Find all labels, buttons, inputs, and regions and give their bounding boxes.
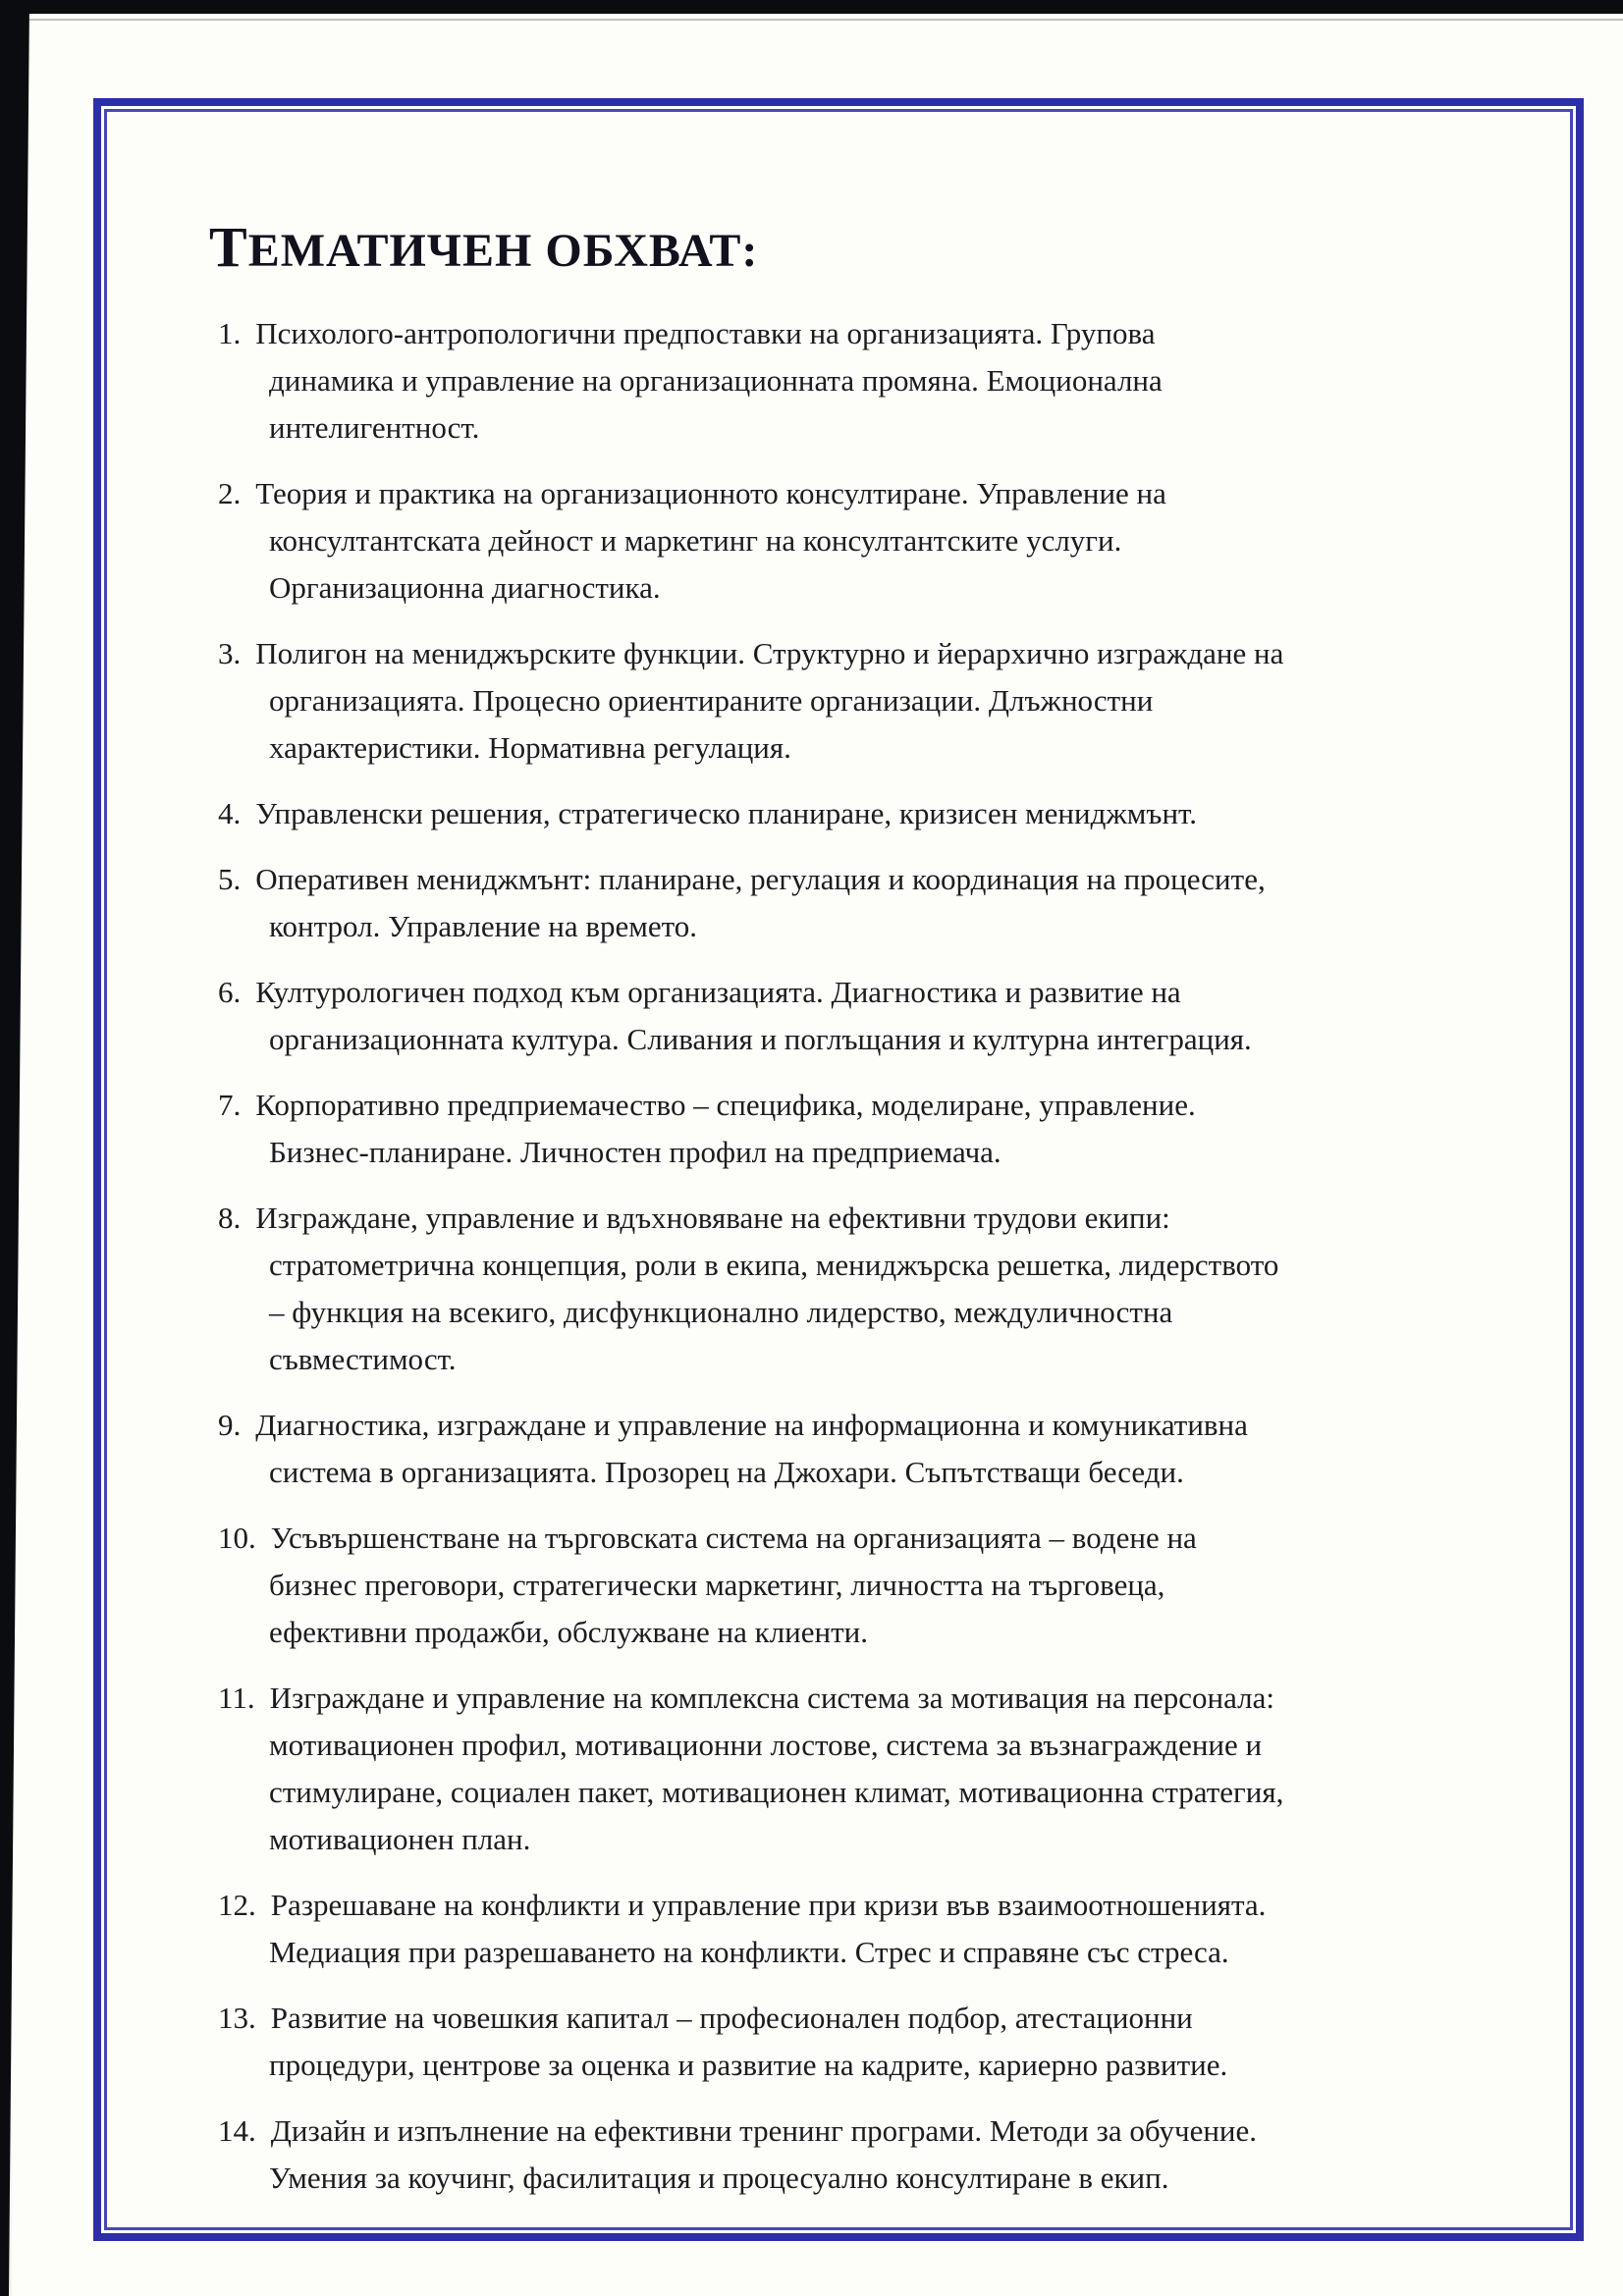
- topic-item-6: [218, 969, 1544, 1063]
- item-number: 6.: [218, 975, 242, 1009]
- item-line: мотивационен профил, мотивационни лостове, система за възнаграждение и: [269, 1728, 1263, 1762]
- page-title: ТЕМАТИЧЕН ОБХВАТ:: [209, 215, 759, 279]
- topic-item-2: [218, 470, 1544, 612]
- item-number: 5.: [218, 862, 242, 896]
- item-text: Дизайн и изпълнение на ефективни тренинг програми. Методи за обучение.: [270, 2113, 1258, 2148]
- topic-item-14: [218, 2108, 1544, 2202]
- item-line: [218, 1882, 1544, 1929]
- item-line: интелигентност.: [269, 410, 480, 445]
- item-line: [218, 856, 1544, 903]
- item-line: [218, 1082, 1544, 1129]
- item-number: 1.: [218, 316, 242, 350]
- item-number: 4.: [218, 796, 242, 830]
- item-line: стимулиране, социален пакет, мотивационен климат, мотивационна стратегия,: [269, 1775, 1284, 1809]
- item-text: Развитие на човешкия капитал – професионален подбор, атестационни: [270, 2001, 1193, 2035]
- item-text: Теория и практика на организационното консултиране. Управление на: [255, 476, 1166, 510]
- item-number: 13.: [218, 2001, 256, 2035]
- item-line: Организационна диагностика.: [269, 570, 661, 605]
- item-text: Усъвършенстване на търговската система на организацията – водене на: [270, 1521, 1197, 1555]
- item-line: [218, 310, 1544, 357]
- item-number: 2.: [218, 476, 242, 510]
- item-number: 10.: [218, 1521, 256, 1555]
- item-line: динамика и управление на организационната промяна. Емоционална: [269, 363, 1163, 398]
- item-line: [218, 470, 1544, 517]
- document-page: [12, 14, 1623, 2296]
- item-line: характеристики. Нормативна регулация.: [269, 730, 791, 765]
- item-text: Изграждане, управление и вдъхновяване на ефективни трудови екипи:: [255, 1201, 1170, 1235]
- topic-item-13: [218, 1995, 1544, 2089]
- topic-item-5: [218, 856, 1544, 950]
- page-edge-line: [22, 19, 1623, 21]
- item-line: [218, 1675, 1544, 1722]
- item-line: организационната култура. Сливания и поглъщания и културна интеграция.: [269, 1022, 1252, 1056]
- item-number: 7.: [218, 1088, 242, 1122]
- item-text: Корпоративно предприемачество – специфика, моделиране, управление.: [255, 1088, 1196, 1122]
- item-number: 8.: [218, 1201, 242, 1235]
- item-line: стратометрична концепция, роли в екипа, мениджърска решетка, лидерството: [269, 1248, 1279, 1282]
- item-number: 3.: [218, 636, 242, 670]
- item-line: [218, 1995, 1544, 2042]
- item-text: Оперативен мениджмънт: планиране, регулация и координация на процесите,: [255, 862, 1266, 896]
- topic-item-9: [218, 1402, 1544, 1496]
- item-line: Умения за коучинг, фасилитация и процесуално консултиране в екип.: [269, 2161, 1169, 2195]
- item-line: организацията. Процесно ориентираните организации. Длъжностни: [269, 683, 1154, 718]
- topic-item-3: [218, 630, 1544, 772]
- item-text: Полигон на мениджърските функции. Структурно и йерархично изграждане на: [255, 636, 1284, 670]
- item-number: 12.: [218, 1888, 256, 1922]
- topic-item-7: [218, 1082, 1544, 1176]
- item-line: [218, 630, 1544, 677]
- scan-edge-top: [0, 0, 1623, 14]
- item-number: 11.: [218, 1681, 255, 1715]
- item-line: ефективни продажби, обслужване на клиенти.: [269, 1615, 868, 1649]
- item-text: Диагностика, изграждане и управление на информационна и комуникативна: [255, 1408, 1248, 1442]
- item-line: [218, 790, 1544, 837]
- item-text: Управленски решения, стратегическо планиране, кризисен мениджмънт.: [255, 796, 1198, 830]
- item-line: Бизнес-планиране. Личностен профил на предприемача.: [269, 1135, 1001, 1169]
- item-line: бизнес преговори, стратегически маркетинг, личността на търговеца,: [269, 1568, 1165, 1602]
- item-text: Психолого-антропологични предпоставки на организацията. Групова: [255, 316, 1156, 350]
- topic-item-10: [218, 1515, 1544, 1656]
- item-line: процедури, центрове за оценка и развитие на кадрите, кариерно развитие.: [269, 2048, 1228, 2082]
- topic-item-1: [218, 310, 1544, 452]
- item-text: Културологичен подход към организацията. Диагностика и развитие на: [255, 975, 1181, 1009]
- item-text: Разрешаване на конфликти и управление при кризи във взаимоотношенията.: [270, 1888, 1267, 1922]
- document-content: [209, 215, 1544, 2220]
- topic-item-12: [218, 1882, 1544, 1976]
- topic-list: [218, 310, 1544, 2202]
- item-line: [218, 1402, 1544, 1449]
- item-number: 9.: [218, 1408, 242, 1442]
- item-line: съвместимост.: [269, 1342, 457, 1376]
- item-text: Изграждане и управление на комплексна система за мотивация на персонала:: [269, 1681, 1274, 1715]
- topic-item-8: [218, 1195, 1544, 1383]
- topic-item-4: [218, 790, 1544, 837]
- item-line: [218, 969, 1544, 1016]
- item-line: – функция на всекиго, дисфункционално лидерство, междуличностна: [269, 1295, 1173, 1329]
- item-number: 14.: [218, 2113, 256, 2148]
- item-line: [218, 1195, 1544, 1242]
- item-line: [218, 1515, 1544, 1562]
- topic-item-11: [218, 1675, 1544, 1863]
- item-line: Медиация при разрешаването на конфликти. Стрес и справяне със стреса.: [269, 1935, 1229, 1969]
- item-line: [218, 2108, 1544, 2155]
- item-line: система в организацията. Прозорец на Джохари. Съпътстващи беседи.: [269, 1455, 1184, 1489]
- item-line: контрол. Управление на времето.: [269, 909, 698, 943]
- item-line: мотивационен план.: [269, 1822, 531, 1856]
- item-line: консултантската дейност и маркетинг на консултантските услуги.: [269, 523, 1122, 558]
